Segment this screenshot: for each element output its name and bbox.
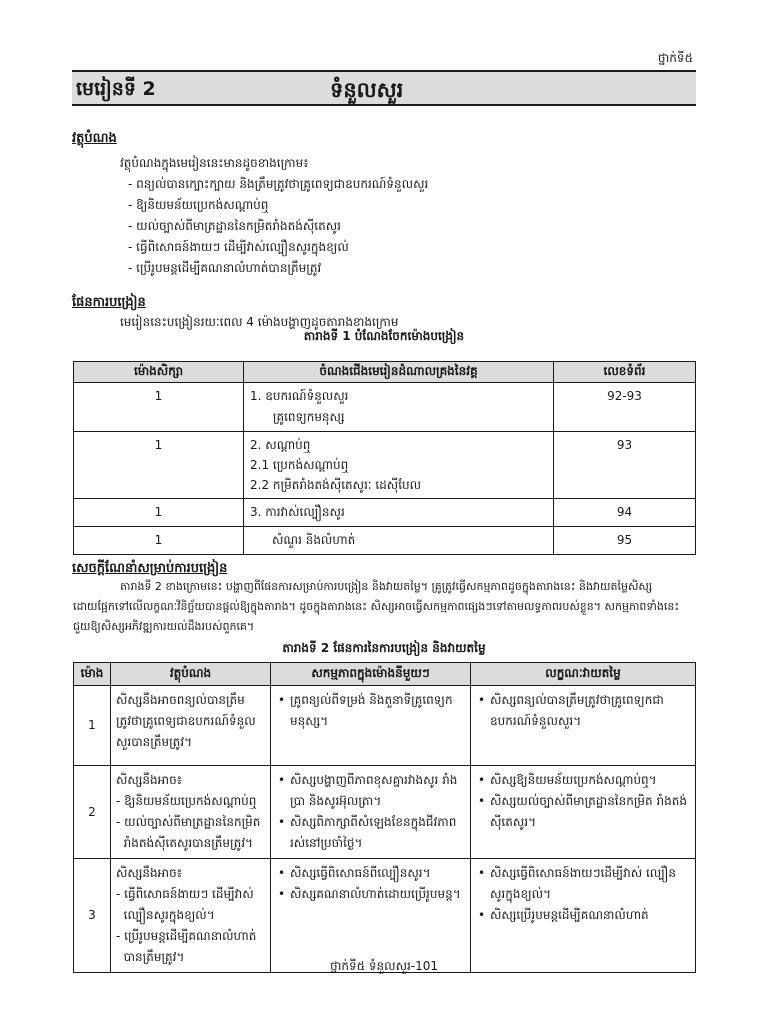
activities-cell	[271, 686, 471, 766]
objective-line: - ធ្វើពិសោធន៍ងាយៗ ដើម្បីវាស់	[116, 887, 254, 901]
title-cell	[244, 499, 554, 527]
objective-cell	[111, 686, 271, 766]
table-row	[74, 686, 696, 766]
lesson-hours-table	[73, 361, 696, 555]
page-footer: ថ្នាក់ទី៥ ទំនួលសួរ-101	[329, 959, 439, 973]
activity-item: • សិស្សបង្ហាញពីភាពខុសគ្នារវាងសូរ រាំងប្រា និងសូរអ៊ុលត្រា។	[276, 770, 465, 812]
criteria-item: • សិស្សប្រើរូបមន្តដើម្បីគណនាលំហាត់	[476, 905, 690, 926]
lesson-number: មេរៀនទី 2	[76, 78, 156, 100]
objective-line: ល្បឿនសូរក្នុងខ្យល់។	[116, 908, 215, 922]
objective-line: បានត្រឹមត្រូវ។	[116, 950, 185, 964]
title-cell	[244, 432, 554, 499]
hour-cell: 1	[74, 527, 244, 555]
objective-item: - ធ្វើពិសោធន៍ងាយៗ ដើម្បីវាស់ល្បឿនសូរក្នុងខ្យល់	[128, 240, 349, 254]
objective-item: - ប្រើរូបមន្តដើម្បីគណនាលំហាត់បានត្រឹមត្រូវ	[128, 261, 322, 275]
activity-item: • សិស្សគណនាលំហាត់ដោយប្រើរូបមន្ត។	[276, 884, 465, 905]
table1-caption: តារាងទី 1 បំណែងចែកម៉ោងបង្រៀន	[303, 329, 465, 343]
title-line: 1. ឧបករណ៍ទំនួលសួរ	[250, 389, 349, 403]
objective-line: - យល់ច្បាស់ពីមាត្រដ្ឋាននៃកម្រិត	[116, 815, 261, 829]
objective-item: - យល់ច្បាស់ពីមាត្រដ្ឋាននៃកម្រិតរាំងតង់ស៊ីតេសូរ	[128, 219, 341, 233]
column-header: លក្ខណៈវាយតម្លៃ	[471, 663, 696, 686]
column-header: ម៉ោងសិក្សា	[74, 362, 244, 383]
hour-cell: 3	[74, 859, 111, 973]
column-header: ចំណងជើងមេរៀនដំណាលគ្រងនៃវគ្គ	[244, 362, 554, 383]
criteria-item: • សិស្សពន្យល់បានត្រឹមត្រូវថាគ្រូពេទ្យកជា ឧបករណ៍ទំនួលសួរ។	[476, 690, 690, 732]
objective-cell	[111, 859, 271, 973]
table-row	[74, 383, 696, 432]
column-header: សកម្មភាពក្នុងម៉ោងនីមួយៗ	[271, 663, 471, 686]
activities-cell	[271, 766, 471, 859]
lesson-header	[72, 70, 696, 106]
activity-item: • សិស្សធ្វើពិសោធន៍ពីល្បឿនសូរ។	[276, 863, 465, 884]
objective-line: សិស្សនឹងអាចពន្យល់បានត្រឹម	[116, 693, 245, 707]
criteria-item: • សិស្សឱ្យនិយមន័យប្រេកង់សណ្ដាប់ឮ។	[476, 770, 690, 791]
table-row	[74, 499, 696, 527]
hour-cell: 1	[74, 686, 111, 766]
objective-line: សួរបានត្រឹមត្រូវ។	[116, 735, 192, 749]
teaching-assessment-table	[73, 662, 696, 973]
page-cell: 94	[554, 499, 696, 527]
title-cell	[244, 527, 554, 555]
table-row	[74, 527, 696, 555]
objective-cell	[111, 766, 271, 859]
objective-line: សិស្សនឹងអាច៖	[116, 866, 182, 880]
column-header: ម៉ោង	[74, 663, 111, 686]
teaching-plan-intro: មេរៀននេះបង្រៀនរយៈពេល 4 ម៉ោងបង្ហាញដូចតារាងខាងក្រោម	[120, 315, 399, 329]
objectives-intro: វត្ថុបំណងក្នុងមេរៀននេះមានដូចខាងក្រោម៖	[120, 156, 309, 170]
suggestions-heading: សេចក្ដីណែនាំសម្រាប់ការបង្រៀន	[72, 561, 228, 576]
hour-cell: 2	[74, 766, 111, 859]
objective-line: រាំងតង់ស៊ីតេសូរបានត្រឹមត្រូវ។	[116, 836, 253, 850]
title-cell	[244, 383, 554, 432]
criteria-cell	[471, 686, 696, 766]
table-row	[74, 766, 696, 859]
objective-item: - ពន្យល់បានក្បោះក្បាយ និងត្រឹមត្រូវថាគ្រូពេទ្យជាឧបករណ៍ទំនួលសួរ	[128, 177, 429, 191]
teaching-plan-heading: ផែនការបង្រៀន	[72, 295, 146, 310]
objective-line: ត្រូវថាគ្រូពេទ្យជាឧបករណ៍ទំនួល	[116, 714, 256, 728]
hour-cell: 1	[74, 499, 244, 527]
table-header-row	[74, 362, 696, 383]
suggestion-line: ជួយឱ្យសិស្សអភិវឌ្ឍការយល់ដឹងរបស់ពួកគេ។	[73, 620, 255, 633]
hour-cell: 1	[74, 383, 244, 432]
table-row	[74, 859, 696, 973]
table2-caption: តារាងទី 2 ផែនការនៃការបង្រៀន និងវាយតម្លៃ	[282, 641, 486, 655]
activity-item: • គ្រូពន្យល់ពីទម្រង់ និងតួនាទីគ្រូពេទ្យក មនុស្ស។	[276, 690, 465, 732]
column-header: លេខទំព័រ	[554, 362, 696, 383]
criteria-cell	[471, 859, 696, 973]
objective-item: - ឱ្យនិយមន័យប្រេកង់សណ្ដាប់ឮ	[128, 198, 269, 212]
suggestion-line: តារាងទី 2 ខាងក្រោមនេះ បង្ហាញពីផែនការសម្រាប់ការបង្រៀន និងវាយតម្លៃ។ គ្រូត្រូវធ្វើសកម្មភាពដូចក្នុងតារាងនេះ និងវាយតម្លៃសិស្ស	[120, 580, 653, 593]
title-line: គ្រូពេទ្យកមនុស្ស	[250, 410, 345, 424]
suggestion-line: ដោយផ្អែកទៅលើលក្ខណៈវិនិច្ឆ័យបានផ្ដល់ឱ្យក្នុងតារាង។ ដូចក្នុងតារាងនេះ សិស្សអាចធ្វើសកម្មភាពផ្សេងៗទៅតាមលទ្ធភាពរបស់ខ្លួន។ សកម្មភាពទាំងនេះ	[73, 600, 680, 613]
objective-line: - ប្រើរូបមន្តដើម្បីគណនាលំហាត់	[116, 929, 257, 943]
title-line: 3. ការវាស់ល្បឿនសូរ	[250, 505, 345, 519]
criteria-cell	[471, 766, 696, 859]
lesson-title: ទំនួលសួរ	[330, 78, 404, 102]
criteria-item: • សិស្សធ្វើពិសោធន៍ងាយៗដើម្បីវាស់ ល្បឿនសូរក្នុងខ្យល់។	[476, 863, 690, 905]
title-line: 2. សណ្ដាប់ឮ	[250, 438, 311, 452]
column-header: វត្ថុបំណង	[111, 663, 271, 686]
page-cell: 95	[554, 527, 696, 555]
title-line: 2.2 កម្រិតរាំងតង់ស៊ីតេសូរៈ ដេស៊ីបែល	[250, 478, 422, 492]
page-cell: 92-93	[554, 383, 696, 432]
objectives-heading: វត្ថុបំណង	[72, 131, 117, 146]
objective-line: សិស្សនឹងអាច៖	[116, 773, 182, 787]
title-line: សំណួរ និងលំហាត់	[272, 533, 356, 547]
table-header-row	[74, 663, 696, 686]
activities-cell	[271, 859, 471, 973]
table-row	[74, 432, 696, 499]
page-cell: 93	[554, 432, 696, 499]
criteria-item: • សិស្សយល់ច្បាស់ពីមាត្រដ្ឋាននៃកម្រិត រាំងតង់ស៊ីតេសូរ។	[476, 791, 690, 833]
hour-cell: 1	[74, 432, 244, 499]
activity-item: • សិស្សពិភាក្សាពីសំឡេងខែនក្នុងជីវភាព រស់នៅប្រចាំថ្ងៃ។	[276, 812, 465, 854]
title-line: 2.1 ប្រេកង់សណ្ដាប់ឮ	[250, 458, 349, 472]
grade-header: ថ្នាក់ទី៥	[657, 51, 693, 65]
objective-line: - ឱ្យនិយមន័យប្រេកង់សណ្ដាប់ឮ	[116, 794, 257, 808]
